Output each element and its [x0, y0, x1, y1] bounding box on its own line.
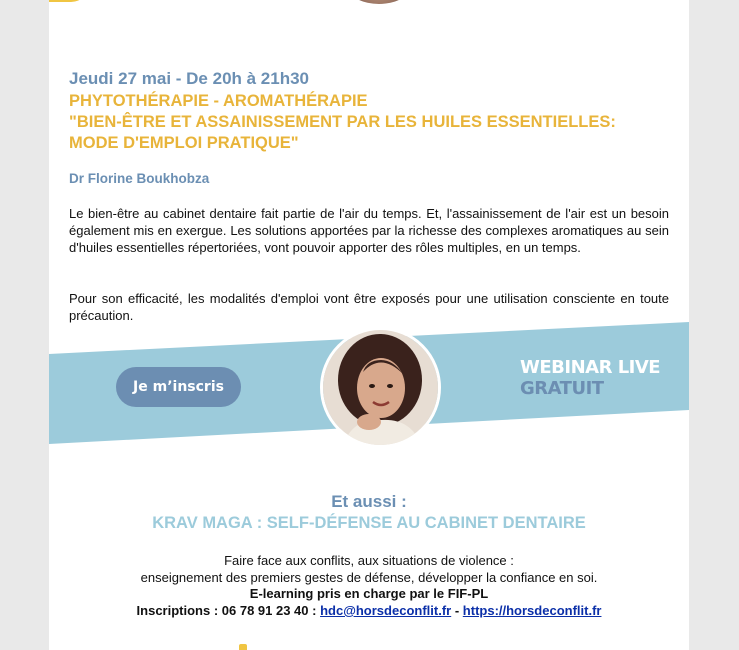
event-title-line: PHYTOTHÉRAPIE - AROMATHÉRAPIE: [69, 92, 368, 110]
event-title-line: "BIEN-ÊTRE ET ASSAINISSEMENT PAR LES HUILES ESSENTIELLES:: [69, 113, 616, 131]
inscriptions-line: [49, 603, 689, 618]
also-heading: Et aussi :: [331, 492, 407, 511]
also-description: [49, 552, 689, 586]
separator: -: [454, 603, 460, 618]
elearning-note: E-learning pris en charge par le FIF-PL: [249, 586, 489, 601]
event-title-line: MODE D'EMPLOI PRATIQUE": [69, 134, 299, 152]
portrait-image: [323, 330, 438, 445]
also-description-line: Faire face aux conflits, aux situations de violence :: [224, 553, 514, 568]
webinar-live-text: WEBINAR LIVE: [520, 357, 661, 378]
event-date: Jeudi 27 mai - De 20h à 21h30: [69, 69, 310, 88]
webinar-free-text: GRATUIT: [520, 378, 604, 399]
email-link[interactable]: hdc@horsdeconflit.fr: [320, 603, 452, 618]
event-description: Le bien-être au cabinet dentaire fait partie de l'air du temps. Et, l'assainissement de l'air est un besoin également mis en exergue. Les solutions apportées par la richesse des complexes aromatiques au sein d'huiles essentielles répertoriées, vont pouvoir apporter des rôles multiples, en un temps.: [69, 206, 669, 255]
newsletter-card: [49, 0, 689, 650]
also-title: KRAV MAGA : SELF-DÉFENSE AU CABINET DENTAIRE: [152, 514, 586, 532]
decorative-mark: [239, 644, 247, 650]
also-description-line: enseignement des premiers gestes de défense, développer la confiance en soi.: [140, 570, 598, 585]
inscriptions-phone: Inscriptions : 06 78 91 23 40 :: [136, 603, 317, 618]
previous-speaker-photo: [349, 0, 409, 4]
register-button[interactable]: Je m’inscris: [116, 367, 241, 407]
speaker-name: Dr Florine Boukhobza: [69, 171, 210, 186]
decorative-bar: [49, 0, 89, 2]
event-title: [69, 91, 679, 154]
webinar-label: [520, 357, 660, 399]
speaker-portrait: [320, 327, 441, 448]
website-link[interactable]: https://horsdeconflit.fr: [462, 603, 602, 618]
event-description-2: Pour son efficacité, les modalités d'emploi vont être exposés pour une utilisation consciente en toute précaution.: [69, 291, 669, 323]
